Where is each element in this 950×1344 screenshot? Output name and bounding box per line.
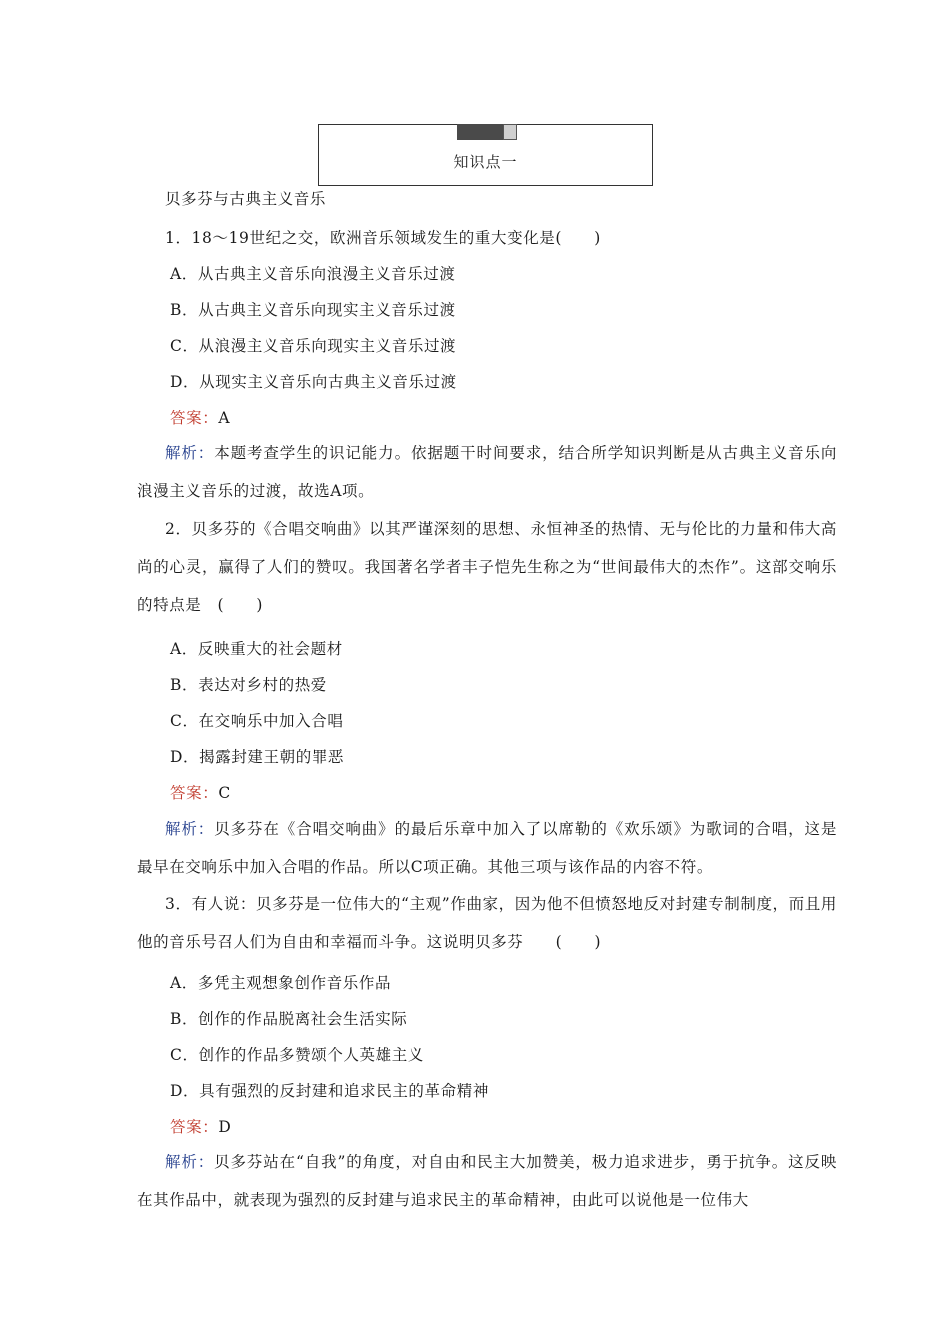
question-2-option-d: D．揭露封建王朝的罪恶 bbox=[170, 748, 345, 766]
answer-label: 答案： bbox=[170, 409, 219, 427]
explain-text: 贝多芬站在“自我”的角度，对自由和民主大加赞美，极力追求进步，勇于抗争。这反映在其作品中，就表现为强烈的反封建与追求民主的革命精神，由此可以说他是一位伟大 bbox=[137, 1153, 837, 1209]
question-3-answer bbox=[170, 1117, 231, 1137]
question-2-option-a: A．反映重大的社会题材 bbox=[170, 640, 343, 658]
question-1-answer bbox=[170, 408, 230, 428]
question-2-explanation bbox=[137, 810, 837, 886]
question-1-option-d: D．从现实主义音乐向古典主义音乐过渡 bbox=[170, 373, 457, 391]
question-3-option-c: C．创作的作品多赞颂个人英雄主义 bbox=[170, 1046, 424, 1064]
answer-value: C bbox=[218, 784, 231, 802]
question-2-stem: 2．贝多芬的《合唱交响曲》以其严谨深刻的思想、永恒神圣的热情、无与伦比的力量和伟大高尚的心灵，赢得了人们的赞叹。我国著名学者丰子恺先生称之为“世间最伟大的杰作”。这部交响乐的特点是 ( ) bbox=[137, 520, 837, 614]
question-1-option-a: A．从古典主义音乐向浪漫主义音乐过渡 bbox=[170, 265, 456, 283]
question-1-explanation bbox=[137, 434, 837, 510]
header-tab-decoration bbox=[457, 124, 517, 140]
explain-text: 本题考查学生的识记能力。依据题干时间要求，结合所学知识判断是从古典主义音乐向浪漫主义音乐的过渡，故选A项。 bbox=[137, 444, 837, 500]
explain-label: 解析： bbox=[165, 444, 215, 462]
header-tab-light bbox=[503, 124, 517, 140]
section-header-box bbox=[318, 124, 653, 186]
question-2-option-c: C．在交响乐中加入合唱 bbox=[170, 712, 344, 730]
answer-label: 答案： bbox=[170, 784, 219, 802]
question-1-stem: 1．18～19世纪之交，欧洲音乐领域发生的重大变化是( ) bbox=[165, 229, 601, 247]
question-3-option-a: A．多凭主观想象创作音乐作品 bbox=[170, 974, 392, 992]
question-2-option-b: B．表达对乡村的热爱 bbox=[170, 676, 327, 694]
question-2-answer bbox=[170, 783, 231, 803]
section-title: 知识点一 bbox=[453, 153, 518, 171]
question-3-explanation bbox=[137, 1143, 837, 1219]
header-tab-dark bbox=[457, 124, 503, 140]
topic-subtitle: 贝多芬与古典主义音乐 bbox=[165, 190, 327, 208]
question-1-option-c: C．从浪漫主义音乐向现实主义音乐过渡 bbox=[170, 337, 457, 355]
answer-value: D bbox=[218, 1118, 232, 1136]
explain-label: 解析： bbox=[165, 1153, 215, 1171]
explain-text: 贝多芬在《合唱交响曲》的最后乐章中加入了以席勒的《欢乐颂》为歌词的合唱，这是最早在交响乐中加入合唱的作品。所以C项正确。其他三项与该作品的内容不符。 bbox=[137, 820, 837, 876]
answer-value: A bbox=[218, 409, 231, 427]
question-1-option-b: B．从古典主义音乐向现实主义音乐过渡 bbox=[170, 301, 456, 319]
answer-label: 答案： bbox=[170, 1118, 219, 1136]
question-3-option-d: D．具有强烈的反封建和追求民主的革命精神 bbox=[170, 1082, 489, 1100]
explain-label: 解析： bbox=[165, 820, 215, 838]
question-3-stem: 3．有人说：贝多芬是一位伟大的“主观”作曲家，因为他不但愤怒地反对封建专制制度，而且用他的音乐号召人们为自由和幸福而斗争。这说明贝多芬 ( ) bbox=[137, 895, 837, 951]
question-3-option-b: B．创作的作品脱离社会生活实际 bbox=[170, 1010, 408, 1028]
